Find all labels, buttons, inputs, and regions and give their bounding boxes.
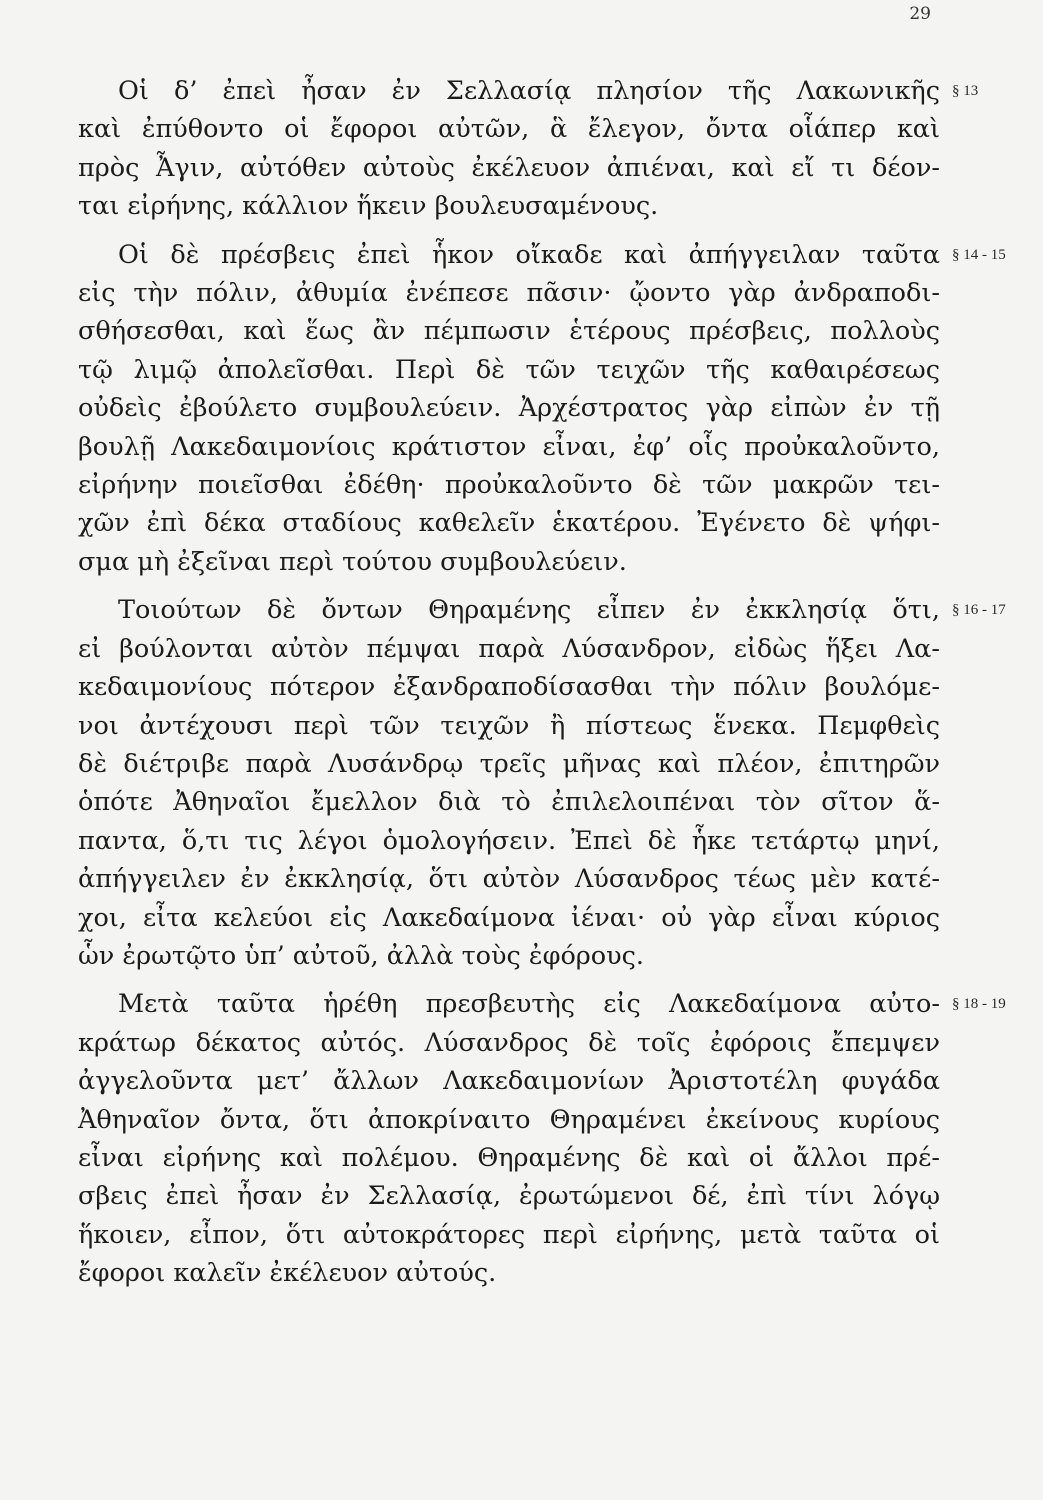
text-line: εἰς τὴν πόλιν, ἀθυμία ἐνέπεσε πᾶσιν· ᾤοντο γὰρ ἀνδραποδι- bbox=[78, 278, 940, 309]
text-line: εἶναι εἰρήνης καὶ πολέμου. Θηραμένης δὲ καὶ οἱ ἄλλοι πρέ- bbox=[78, 1142, 940, 1173]
text-line: κεδαιμονίους πότερον ἐξανδραποδίσασθαι τὴν πόλιν βουλόμε- bbox=[78, 672, 940, 703]
section-reference: § 18 - 19 bbox=[952, 996, 1006, 1013]
text-line: ται εἰρήνης, κάλλιον ἥκειν βουλευσαμένους. bbox=[78, 191, 659, 222]
text-line: νοι ἀντέχουσι περὶ τῶν τειχῶν ἢ πίστεως ἕνεκα. Πεμφθεὶς bbox=[78, 710, 940, 741]
page-number: 29 bbox=[909, 4, 931, 24]
text-line: Τοιούτων δὲ ὄντων Θηραμένης εἶπεν ἐν ἐκκλησίᾳ ὅτι, bbox=[118, 595, 940, 626]
section-reference: § 14 - 15 bbox=[952, 246, 1006, 263]
text-line: ἀπήγγειλεν ἐν ἐκκλησίᾳ, ὅτι αὐτὸν Λύσανδρος τέως μὲν κατέ- bbox=[78, 864, 940, 895]
text-line: κράτωρ δέκατος αὐτός. Λύσανδρος δὲ τοῖς ἐφόροις ἔπεμψεν bbox=[78, 1027, 940, 1058]
paragraph-14-15 bbox=[78, 236, 1006, 582]
text-line: Ἀθηναῖον ὄντα, ὅτι ἀποκρίναιτο Θηραμένει ἐκείνους κυρίους bbox=[78, 1104, 940, 1135]
text-line: ἀγγελοῦντα μετ’ ἄλλων Λακεδαιμονίων Ἀριστοτέλη φυγάδα bbox=[78, 1066, 940, 1097]
text-line: χῶν ἐπὶ δέκα σταδίους καθελεῖν ἑκατέρου. Ἐγένετο δὲ ψήφι- bbox=[78, 508, 940, 539]
text-line: ἥκοιεν, εἶπον, ὅτι αὐτοκράτορες περὶ εἰρήνης, μετὰ ταῦτα οἱ bbox=[78, 1219, 940, 1250]
paragraph-16-17 bbox=[78, 591, 1006, 975]
text-line: τῷ λιμῷ ἀπολεῖσθαι. Περὶ δὲ τῶν τειχῶν τῆς καθαιρέσεως bbox=[78, 354, 940, 385]
text-line: βουλῇ Λακεδαιμονίοις κράτιστον εἶναι, ἐφ’ οἷς προὐκαλοῦντο, bbox=[78, 431, 940, 462]
text-line: ὧν ἐρωτῷτο ὑπ’ αὐτοῦ, ἀλλὰ τοὺς ἐφόρους. bbox=[78, 940, 645, 971]
text-line: Οἱ δὲ πρέσβεις ἐπεὶ ἧκον οἴκαδε καὶ ἀπήγγειλαν ταῦτα bbox=[118, 239, 940, 270]
paragraph-13 bbox=[78, 72, 979, 226]
text-line: Οἱ δ’ ἐπεὶ ἦσαν ἐν Σελλασίᾳ πλησίον τῆς Λακωνικῆς bbox=[118, 76, 940, 106]
text-line: Μετὰ ταῦτα ἡρέθη πρεσβευτὴς εἰς Λακεδαίμονα αὐτο- bbox=[118, 989, 940, 1020]
text-line: πρὸς Ἆγιν, αὐτόθεν αὐτοὺς ἐκέλευον ἀπιέναι, καὶ εἴ τι δέον- bbox=[78, 152, 940, 183]
text-line: χοι, εἶτα κελεύοι εἰς Λακεδαίμονα ἰέναι· οὐ γὰρ εἶναι κύριος bbox=[78, 902, 940, 933]
text-line: εἰρήνην ποιεῖσθαι ἐδέθη· προὐκαλοῦντο δὲ τῶν μακρῶν τει- bbox=[78, 470, 940, 501]
greek-text-body bbox=[78, 72, 1006, 1303]
text-line: ὁπότε Ἀθηναῖοι ἔμελλον διὰ τὸ ἐπιλελοιπέναι τὸν σῖτον ἅ- bbox=[78, 787, 940, 818]
text-line: δὲ διέτριβε παρὰ Λυσάνδρῳ τρεῖς μῆνας καὶ πλέον, ἐπιτηρῶν bbox=[78, 748, 940, 779]
section-reference: § 13 bbox=[952, 83, 979, 99]
text-line: παντα, ὅ,τι τις λέγοι ὁμολογήσειν. Ἐπεὶ δὲ ἧκε τετάρτῳ μηνί, bbox=[78, 825, 940, 856]
section-reference: § 16 - 17 bbox=[952, 602, 1006, 619]
text-line: ἔφοροι καλεῖν ἐκέλευον αὐτούς. bbox=[78, 1258, 497, 1289]
text-line: εἰ βούλονται αὐτὸν πέμψαι παρὰ Λύσανδρον, εἰδὼς ἥξει Λα- bbox=[78, 633, 940, 664]
paragraph-18-19 bbox=[78, 985, 1006, 1292]
text-line: σθήσεσθαι, καὶ ἕως ἂν πέμπωσιν ἑτέρους πρέσβεις, πολλοὺς bbox=[78, 316, 940, 347]
text-line: καὶ ἐπύθοντο οἱ ἔφοροι αὐτῶν, ἃ ἔλεγον, ὄντα οἷάπερ καὶ bbox=[78, 114, 940, 145]
text-line: σβεις ἐπεὶ ἦσαν ἐν Σελλασίᾳ, ἐρωτώμενοι δέ, ἐπὶ τίνι λόγῳ bbox=[78, 1181, 940, 1212]
text-line: σμα μὴ ἐξεῖναι περὶ τούτου συμβουλεύειν. bbox=[78, 546, 627, 577]
text-line: οὐδεὶς ἐβούλετο συμβουλεύειν. Ἀρχέστρατος γὰρ εἰπὼν ἐν τῇ bbox=[78, 393, 940, 424]
